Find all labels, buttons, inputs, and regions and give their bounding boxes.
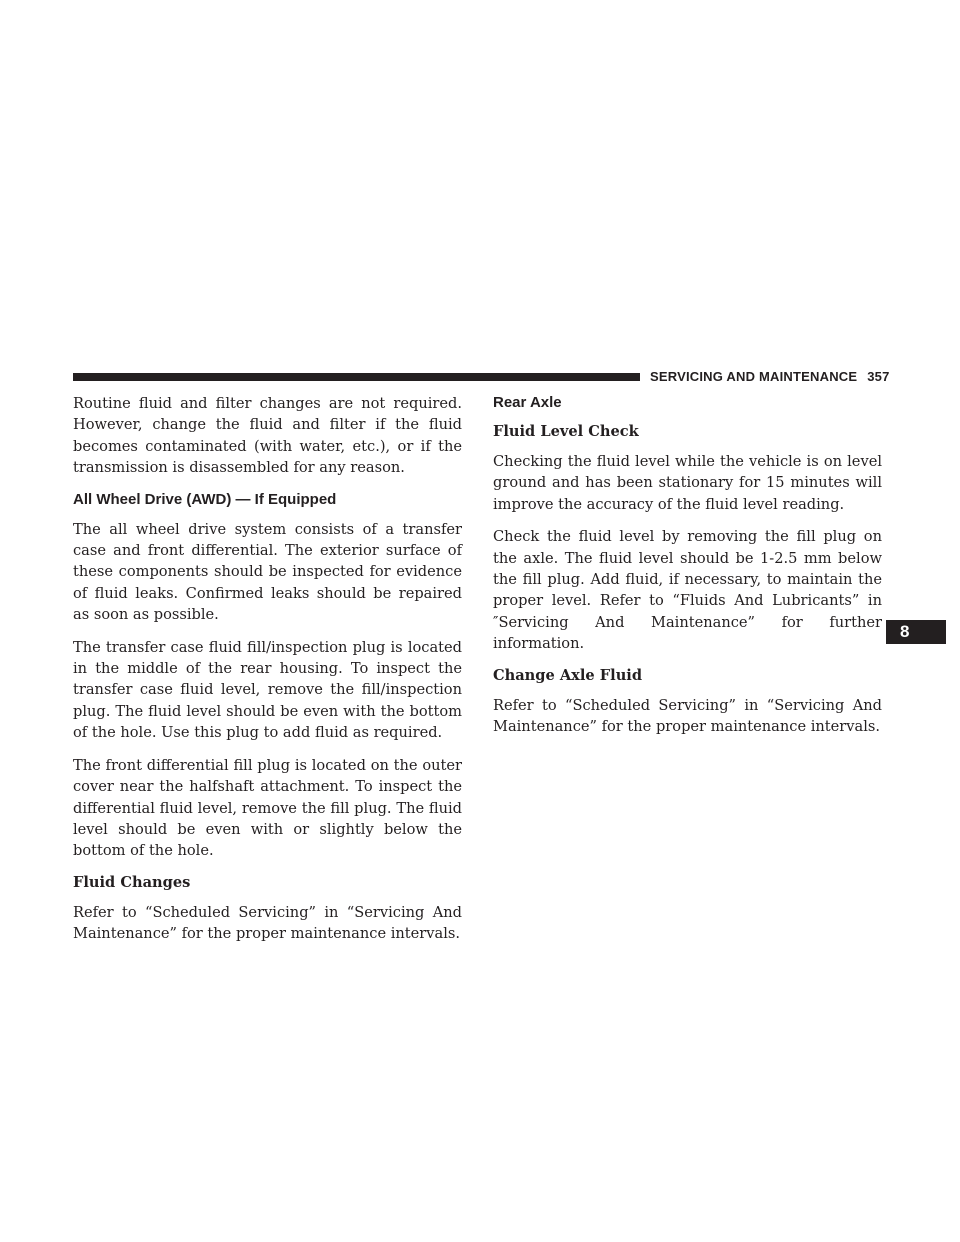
paragraph: Routine fluid and filter changes are not required. However, change the fluid and filter if the fluid becomes contaminated (with water, etc.), or if the transmission is disassembled for any reason. bbox=[73, 395, 462, 477]
header-rule bbox=[73, 373, 640, 381]
right-column bbox=[493, 393, 882, 748]
chapter-tab: 8 bbox=[886, 620, 946, 644]
paragraph: Checking the fluid level while the vehicle is on level ground and has been stationary for 15 minutes will improve the accuracy of the fluid level reading. bbox=[493, 453, 882, 513]
fluid-changes-heading: Fluid Changes bbox=[73, 873, 191, 891]
paragraph: Refer to “Scheduled Servicing” in “Servicing And Maintenance” for the proper maintenance intervals. bbox=[493, 696, 882, 736]
change-axle-fluid-heading: Change Axle Fluid bbox=[493, 666, 643, 684]
rear-axle-heading: Rear Axle bbox=[493, 394, 562, 411]
running-header bbox=[650, 369, 890, 384]
paragraph: Refer to “Scheduled Servicing” in “Servicing And Maintenance” for the proper maintenance intervals. bbox=[73, 903, 462, 943]
section-title: SERVICING AND MAINTENANCE bbox=[650, 369, 858, 384]
fluid-level-check-heading: Fluid Level Check bbox=[493, 423, 639, 440]
awd-heading: All Wheel Drive (AWD) — If Equipped bbox=[73, 490, 337, 508]
paragraph: The all wheel drive system consists of a transfer case and front differential. The exterior surface of these components should be inspected for evidence of fluid leaks. Confirmed leaks should be repaired as soon as possible. bbox=[73, 520, 462, 624]
left-column bbox=[73, 393, 462, 956]
page-number: 357 bbox=[867, 369, 890, 384]
paragraph: The front differential fill plug is located on the outer cover near the halfshaft attachment. To inspect the differential fluid level, remove the fill plug. The fluid level should be even with or slightly below the bottom of the hole. bbox=[73, 756, 462, 860]
paragraph: Check the fluid level by removing the fill plug on the axle. The fluid level should be 1-2.5 mm below the fill plug. Add fluid, if necessary, to maintain the proper level. Refer to “Fluids And Lubricants” in ″Servicing And Maintenance” for further information. bbox=[493, 528, 882, 653]
paragraph: The transfer case fluid fill/inspection plug is located in the middle of the rear housing. To inspect the transfer case fluid level, remove the fill/inspection plug. The fluid level should be even with the bottom of the hole. Use this plug to add fluid as required. bbox=[73, 638, 462, 742]
